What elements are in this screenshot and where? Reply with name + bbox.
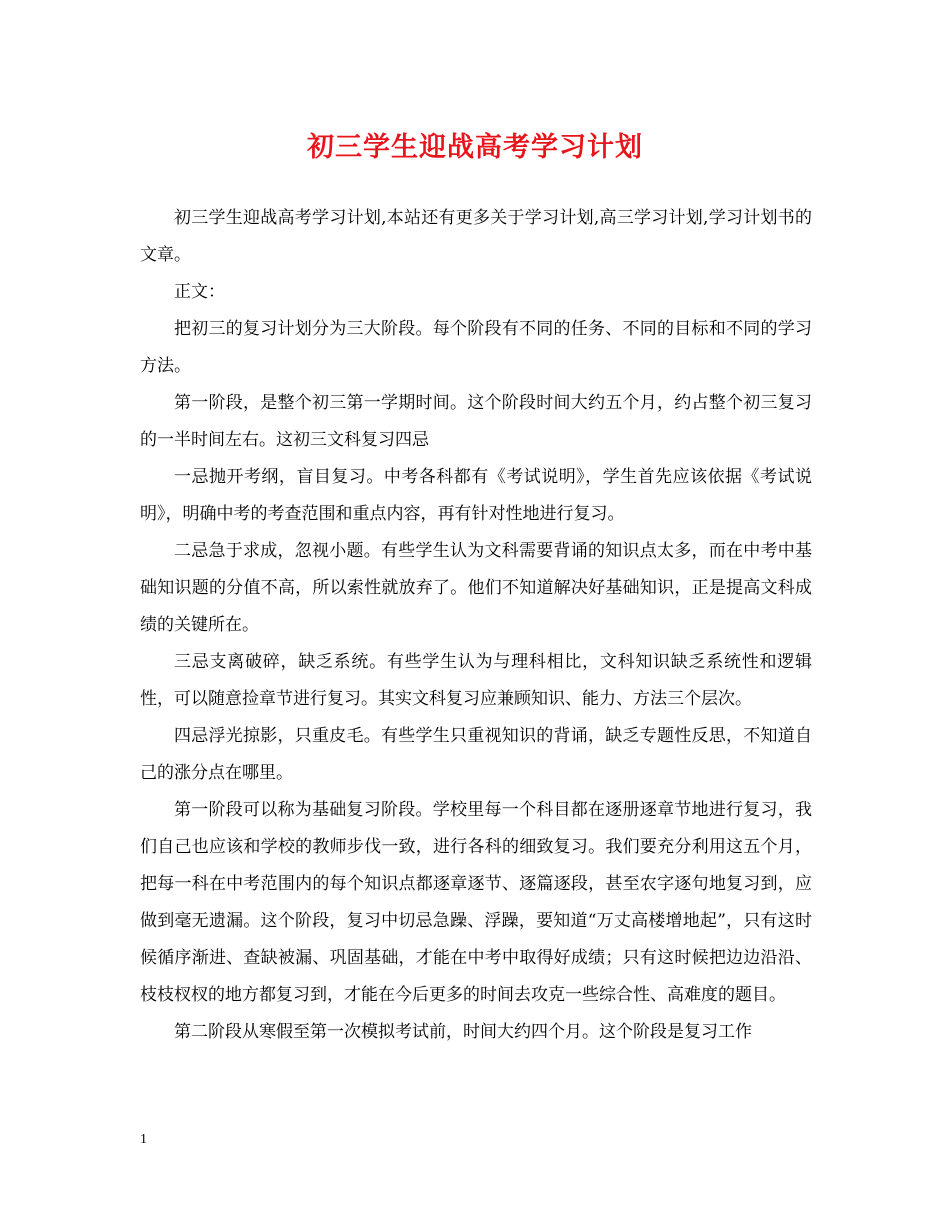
paragraph-intro: 初三学生迎战高考学习计划,本站还有更多关于学习计划,高三学习计划,学习计划书的文章。	[140, 208, 812, 265]
paragraph: 四忌浮光掠影，只重皮毛。有些学生只重视知识的背诵，缺乏专题性反思，不知道自己的涨分点在哪里。	[140, 726, 812, 783]
paragraph: 把初三的复习计划分为三大阶段。每个阶段有不同的任务、不同的目标和不同的学习方法。	[140, 319, 812, 376]
paragraph: 一忌抛开考纲，盲目复习。中考各科都有《考试说明》，学生首先应该依据《考试说明》，明确中考的考查范围和重点内容，再有针对性地进行复习。	[140, 467, 812, 524]
paragraph: 二忌急于求成，忽视小题。有些学生认为文科需要背诵的知识点太多，而在中考中基础知识题的分值不高，所以索性就放弃了。他们不知道解决好基础知识，正是提高文科成绩的关键所在。	[140, 541, 812, 635]
page-number: 1	[140, 1132, 147, 1147]
paragraph: 第二阶段从寒假至第一次模拟考试前，时间大约四个月。这个阶段是复习工作	[174, 1022, 752, 1042]
paragraph: 三忌支离破碎，缺乏系统。有些学生认为与理科相比，文科知识缺乏系统性和逻辑性，可以随意捡章节进行复习。其实文科复习应兼顾知识、能力、方法三个层次。	[140, 652, 812, 709]
document-title: 初三学生迎战高考学习计划	[307, 132, 643, 163]
document-body	[140, 200, 812, 1051]
paragraph: 第一阶段，是整个初三第一学期时间。这个阶段时间大约五个月，约占整个初三复习的一半时间左右。这初三文科复习四忌	[140, 393, 812, 450]
paragraph-label: 正文：	[174, 282, 225, 302]
paragraph: 第一阶段可以称为基础复习阶段。学校里每一个科目都在逐册逐章节地进行复习，我们自己也应该和学校的教师步伐一致，进行各科的细致复习。我们要充分利用这五个月，把每一科在中考范围内的每个知识点都逐章逐节、逐篇逐段，甚至农字逐句地复习到，应做到毫无遗漏。这个阶段，复习中切忌急躁、浮躁，要知道“万丈高楼增地起”，只有这时候循序渐进、查缺被漏、巩固基础，才能在中考中取得好成绩；只有这时候把边边沿沿、枝枝杈杈的地方都复习到，才能在今后更多的时间去攻克一些综合性、高难度的题目。	[140, 800, 812, 1005]
